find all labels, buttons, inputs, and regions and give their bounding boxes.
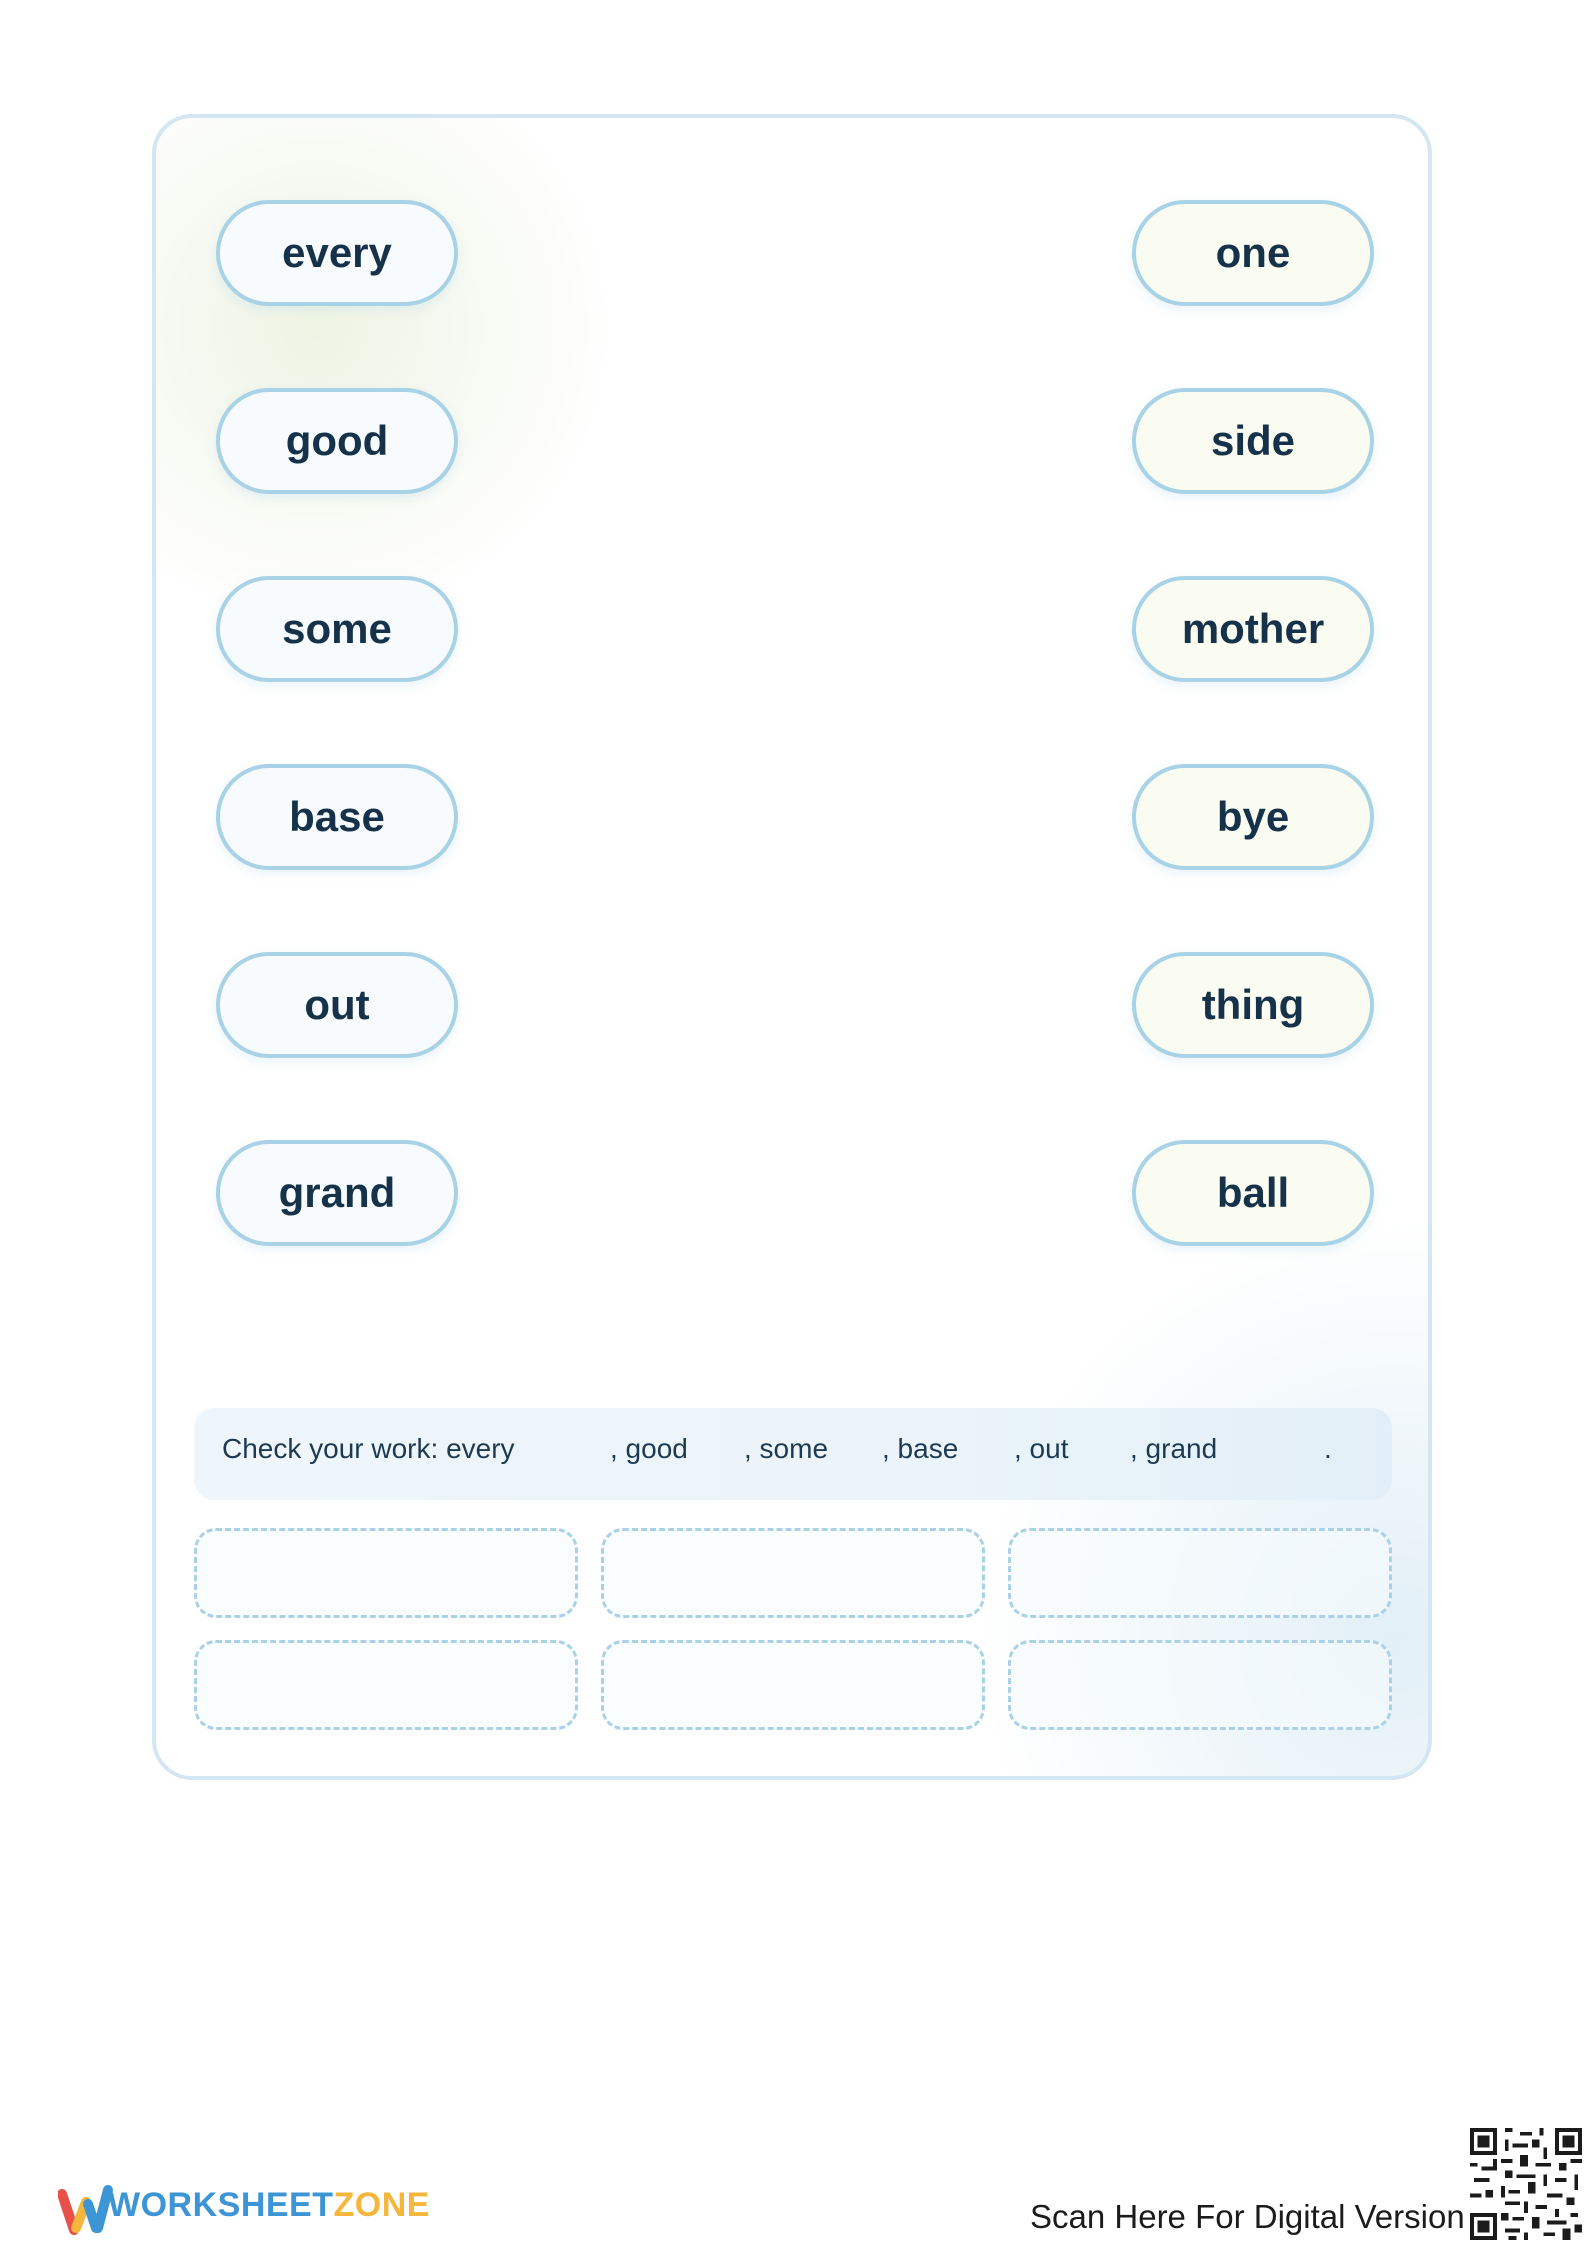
brand-name <box>108 2186 430 2225</box>
word-card-left-1[interactable]: every <box>216 200 458 306</box>
word-card-right-6[interactable]: ball <box>1132 1140 1374 1246</box>
check-part-base: , base <box>882 1433 959 1464</box>
check-end: . <box>1324 1433 1332 1464</box>
check-prefix: Check your work: every <box>222 1433 515 1464</box>
word-card-right-5[interactable]: thing <box>1132 952 1374 1058</box>
word-card-left-2[interactable]: good <box>216 388 458 494</box>
word-card-right-1[interactable]: one <box>1132 200 1374 306</box>
scan-text: Scan Here For Digital Version <box>1030 2198 1465 2235</box>
answer-box-5[interactable] <box>601 1640 985 1730</box>
brand-part-worksheet: WORKSHEET <box>108 2186 334 2224</box>
word-card-left-5[interactable]: out <box>216 952 458 1058</box>
answer-box-2[interactable] <box>601 1528 985 1618</box>
answer-box-3[interactable] <box>1008 1528 1392 1618</box>
qr-code-icon[interactable] <box>1470 2128 1582 2240</box>
answer-box-1[interactable] <box>194 1528 578 1618</box>
word-card-left-3[interactable]: some <box>216 576 458 682</box>
check-part-good: , good <box>610 1433 688 1464</box>
word-card-right-2[interactable]: side <box>1132 388 1374 494</box>
word-card-left-4[interactable]: base <box>216 764 458 870</box>
answer-box-6[interactable] <box>1008 1640 1392 1730</box>
word-card-right-4[interactable]: bye <box>1132 764 1374 870</box>
check-part-some: , some <box>744 1433 829 1464</box>
brand-part-zone: ZONE <box>333 2186 430 2224</box>
word-card-left-6[interactable]: grand <box>216 1140 458 1246</box>
check-part-grand: , grand <box>1130 1433 1218 1464</box>
word-card-right-3[interactable]: mother <box>1132 576 1374 682</box>
answer-box-4[interactable] <box>194 1640 578 1730</box>
check-part-out: , out <box>1014 1433 1069 1464</box>
